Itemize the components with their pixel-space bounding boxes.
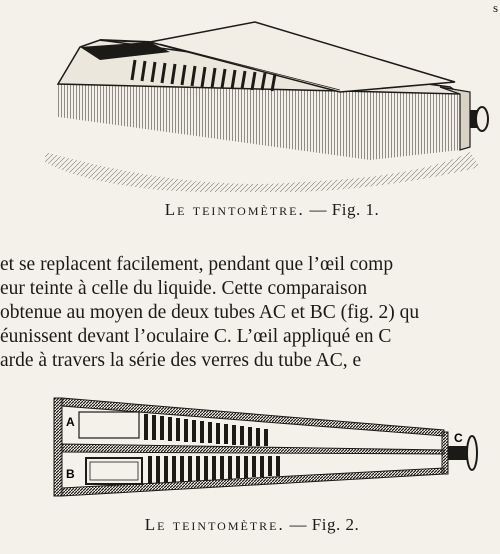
label-c: C	[454, 431, 463, 445]
figure-1-caption-number: — Fig. 1.	[309, 200, 380, 219]
label-b: B	[66, 467, 75, 481]
body-text-line: et se replacent facilement, pendant que l’œil comp	[0, 254, 394, 275]
figure-2-diagram	[44, 392, 494, 512]
body-text-line: éunissent devant l’oculaire C. L’œil appliqué en C	[0, 326, 392, 347]
figure-1-illustration	[40, 2, 490, 192]
page-edge-fragment: s	[492, 0, 498, 15]
figure-2-caption-number: — Fig. 2.	[289, 515, 360, 534]
figure-2-caption	[2, 515, 500, 535]
body-text-line: obtenue au moyen de deux tubes AC et BC (fig. 2) qu	[0, 302, 420, 323]
figure-1-caption	[22, 200, 500, 220]
body-text	[0, 253, 500, 373]
figure-1-caption-title: Le teintomètre.	[164, 200, 305, 219]
body-text-line: arde à travers la série des verres du tube AC, e	[0, 350, 362, 371]
label-a: A	[66, 415, 75, 429]
figure-2-caption-title: Le teintomètre.	[144, 515, 285, 534]
body-text-line: eur teinte à celle du liquide. Cette comparaison	[0, 278, 368, 299]
